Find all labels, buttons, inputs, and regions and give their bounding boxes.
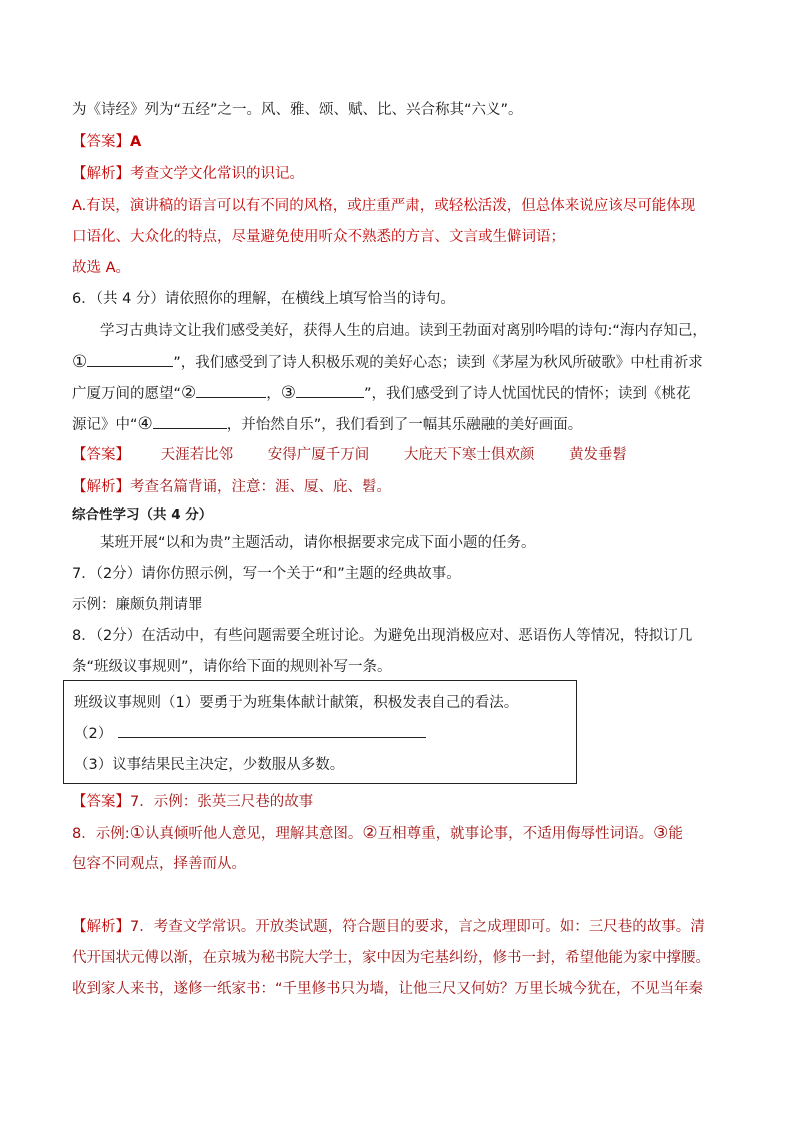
q5-choose: 故选 A。 bbox=[72, 260, 131, 276]
answer-item-2: 安得广厦千万间 bbox=[267, 447, 370, 463]
analysis-78-line-3: 收到家人来书，遂修一纸家书：“千里修书只为墙，让他三尺又何妨？万里长城今犹在，不见当年秦 bbox=[72, 981, 704, 997]
blank-marker-3: ③ bbox=[280, 383, 297, 403]
answer-tag: 【答案】 bbox=[72, 794, 130, 810]
q5-analysis bbox=[72, 164, 304, 184]
answer-8-point-1: 认真倾听他人意见，理解其意图。 bbox=[144, 826, 363, 842]
q6-analysis bbox=[72, 477, 391, 497]
q6-answer bbox=[72, 445, 627, 465]
q6-para-text: ， bbox=[266, 386, 281, 402]
analysis-text: 考查名篇背诵，注意：涯、厦、庇、髫。 bbox=[130, 479, 391, 495]
q7-example: 示例：廉颇负荆请罪 bbox=[72, 597, 203, 613]
analysis-text: 7．考查文学常识。开放类试题，符合题目的要求，言之成理即可。如：三尺巷的故事。清 bbox=[130, 919, 705, 935]
analysis-tag: 【解析】 bbox=[72, 479, 130, 495]
blank-marker-4: ④ bbox=[137, 414, 153, 434]
answer-8-point-3-start: 能 bbox=[668, 826, 683, 842]
answer-item-4: 黄发垂髫 bbox=[568, 447, 627, 463]
answer-item-3: 大庇天下寒士俱欢颜 bbox=[403, 447, 535, 463]
analysis-78-line-2: 代开国状元傅以渐，在京城为秘书院大学士，家中因为宅基纠纷，修书一封，希望他能为家中撑腰。 bbox=[72, 950, 710, 966]
analysis-tag: 【解析】 bbox=[72, 166, 130, 182]
fill-blank-4[interactable] bbox=[153, 414, 227, 429]
answer-item-1: 天涯若比邻 bbox=[160, 447, 234, 463]
q5-answer bbox=[72, 132, 141, 152]
circle-number-3: ③ bbox=[653, 823, 669, 843]
rule-2-label: （2） bbox=[74, 726, 113, 742]
fill-blank-1[interactable] bbox=[87, 352, 173, 367]
q5-detail-line-1: A.有误，演讲稿的语言可以有不同的风格，或庄重严肃，或轻松活泼，但总体来说应该尽可能体现 bbox=[72, 198, 696, 214]
analysis-78-line-1 bbox=[72, 917, 705, 937]
answers-78-line-3: 包容不同观点，择善而从。 bbox=[72, 856, 246, 872]
answer-8-prefix: 8．示例: bbox=[72, 826, 130, 842]
circle-number-1: ① bbox=[129, 823, 145, 843]
analysis-text: 考查文学文化常识的识记。 bbox=[130, 166, 304, 182]
answer-value: A bbox=[130, 134, 142, 150]
rules-box bbox=[63, 680, 577, 784]
q6-para-line-4 bbox=[72, 414, 582, 435]
blank-marker-2: ② bbox=[181, 383, 197, 403]
fill-blank-3[interactable] bbox=[296, 383, 364, 398]
q6-para-text: ，并怡然自乐”，我们看到了一幅其乐融融的美好画面。 bbox=[226, 417, 583, 433]
section-heading: 综合性学习（共 4 分） bbox=[72, 507, 213, 523]
q6-para-text: 源记》中“ bbox=[72, 417, 138, 433]
q6-para-text: ”，我们感受到了诗人积极乐观的美好心态；读到《茅屋为秋风所破歌》中杜甫祈求 bbox=[173, 355, 703, 371]
rule-2 bbox=[74, 724, 426, 744]
q6-title: 6．（共 4 分）请依照你的理解，在横线上填写恰当的诗句。 bbox=[72, 291, 455, 307]
answer-8-point-2: 互相尊重，就事论事，不适用侮辱性词语。 bbox=[377, 826, 654, 842]
answer-7: 7．示例：张英三尺巷的故事 bbox=[130, 794, 314, 810]
circle-number-2: ② bbox=[362, 823, 378, 843]
fill-blank-2[interactable] bbox=[196, 383, 266, 398]
answers-78-line-2 bbox=[72, 823, 683, 844]
q8-title-line-2: 条“班级议事规则”，请你给下面的规则补写一条。 bbox=[72, 659, 392, 675]
analysis-tag: 【解析】 bbox=[72, 919, 130, 935]
q6-para-line-1: 学习古典诗文让我们感受美好，获得人生的启迪。读到王勃面对离别吟唱的诗句:“海内存知己， bbox=[100, 323, 707, 339]
q6-para-text: 广厦万间的愿望“ bbox=[72, 386, 182, 402]
q8-title-line-1: 8．（2分）在活动中，有些问题需要全班讨论。为避免出现消极应对、恶语伤人等情况，特拟订几 bbox=[72, 628, 693, 644]
section-intro: 某班开展“以和为贵”主题活动，请你根据要求完成下面小题的任务。 bbox=[100, 535, 536, 551]
answer-tag: 【答案】 bbox=[72, 447, 130, 463]
rule-1: 班级议事规则（1）要勇于为班集体献计献策，积极发表自己的看法。 bbox=[74, 695, 519, 711]
answers-78-line-1 bbox=[72, 792, 313, 812]
blank-marker-1: ① bbox=[72, 352, 88, 372]
q6-para-line-2 bbox=[72, 352, 703, 373]
q6-para-line-3 bbox=[72, 383, 691, 404]
q7-title: 7．（2分）请你仿照示例，写一个关于“和”主题的经典故事。 bbox=[72, 566, 461, 582]
q5-detail-line-2: 口语化、大众化的特点，尽量避免使用听众不熟悉的方言、文言或生僻词语； bbox=[72, 229, 565, 245]
q6-para-text: ”，我们感受到了诗人忧国忧民的情怀；读到《桃花 bbox=[364, 386, 691, 402]
q5-context-text: 为《诗经》列为“五经”之一。风、雅、颂、赋、比、兴合称其“六义”。 bbox=[72, 102, 523, 118]
rule-3: （3）议事结果民主决定，少数服从多数。 bbox=[74, 757, 345, 773]
answer-tag: 【答案】 bbox=[72, 134, 130, 150]
rule-2-blank[interactable] bbox=[118, 725, 426, 738]
